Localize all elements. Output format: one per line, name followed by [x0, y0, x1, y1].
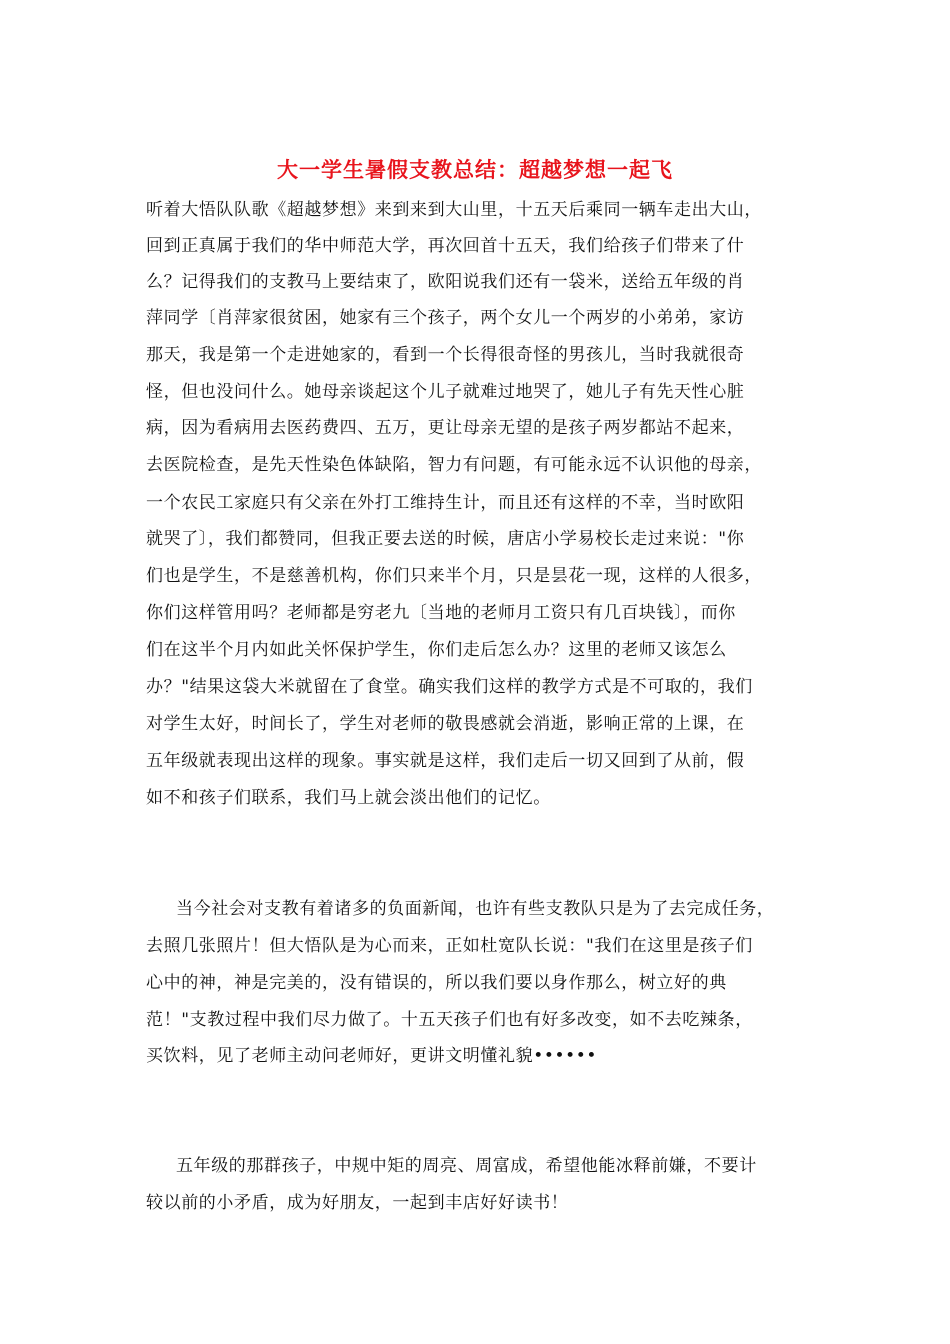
- text-line: 们在这半个月内如此关怀保护学生，你们走后怎么办？这里的老师又该怎么: [146, 640, 727, 660]
- text-line: 那天，我是第一个走进她家的，看到一个长得很奇怪的男孩儿，当时我就很奇: [146, 345, 745, 365]
- text-line: 么？记得我们的支教马上要结束了，欧阳说我们还有一袋米，送给五年级的肖: [146, 272, 745, 292]
- text-line: 一个农民工家庭只有父亲在外打工维持生计，而且还有这样的不幸，当时欧阳: [146, 493, 745, 513]
- text-line: 听着大悟队队歌《超越梦想》来到来到大山里，十五天后乘同一辆车走出大山，: [146, 200, 762, 220]
- text-line: 萍同学〔肖萍家很贫困，她家有三个孩子，两个女儿一个两岁的小弟弟，家访: [146, 308, 745, 328]
- text-line: 范！"支教过程中我们尽力做了。十五天孩子们也有好多改变，如不去吃辣条，: [146, 1010, 753, 1030]
- text-line: 病，因为看病用去医药费四、五万，更让母亲无望的是孩子两岁都站不起来，: [146, 418, 745, 438]
- text-line: 五年级的那群孩子，中规中矩的周亮、周富成，希望他能冰释前嫌，不要计: [176, 1156, 757, 1176]
- text-line: 就哭了〕，我们都赞同，但我正要去送的时候，唐店小学易校长走过来说："你: [146, 529, 745, 549]
- text-line: 五年级就表现出这样的现象。事实就是这样，我们走后一切又回到了从前，假: [146, 751, 745, 771]
- text-line: 心中的神，神是完美的，没有错误的，所以我们要以身作那么，树立好的典: [146, 973, 727, 993]
- text-line: 买饮料，见了老师主动问老师好，更讲文明懂礼貌••••••: [146, 1046, 597, 1066]
- text-line: 去医院检查，是先天性染色体缺陷，智力有问题，有可能永远不认识他的母亲，: [146, 455, 762, 475]
- text-line: 如不和孩子们联系，我们马上就会淡出他们的记忆。: [146, 788, 551, 808]
- text-line: 去照几张照片！但大悟队是为心而来，正如杜宽队长说："我们在这里是孩子们: [146, 936, 753, 956]
- text-line: 较以前的小矛盾，成为好朋友，一起到丰店好好读书！: [146, 1193, 569, 1213]
- document-title: 大一学生暑假支教总结：超越梦想一起飞: [277, 157, 673, 182]
- text-line: 怪，但也没问什么。她母亲谈起这个儿子就难过地哭了，她儿子有先天性心脏: [146, 382, 745, 402]
- text-line: 你们这样管用吗？老师都是穷老九〔当地的老师月工资只有几百块钱〕，而你: [146, 603, 736, 623]
- text-line: 对学生太好，时间长了，学生对老师的敬畏感就会消逝，影响正常的上课，在: [146, 714, 745, 734]
- text-line: 回到正真属于我们的华中师范大学，再次回首十五天，我们给孩子们带来了什: [146, 236, 745, 256]
- text-line: 们也是学生，不是慈善机构，你们只来半个月，只是昙花一现，这样的人很多，: [146, 566, 762, 586]
- text-line: 办？"结果这袋大米就留在了食堂。确实我们这样的教学方式是不可取的，我们: [146, 677, 753, 697]
- text-line: 当今社会对支教有着诸多的负面新闻，也许有些支教队只是为了去完成任务，: [176, 899, 775, 919]
